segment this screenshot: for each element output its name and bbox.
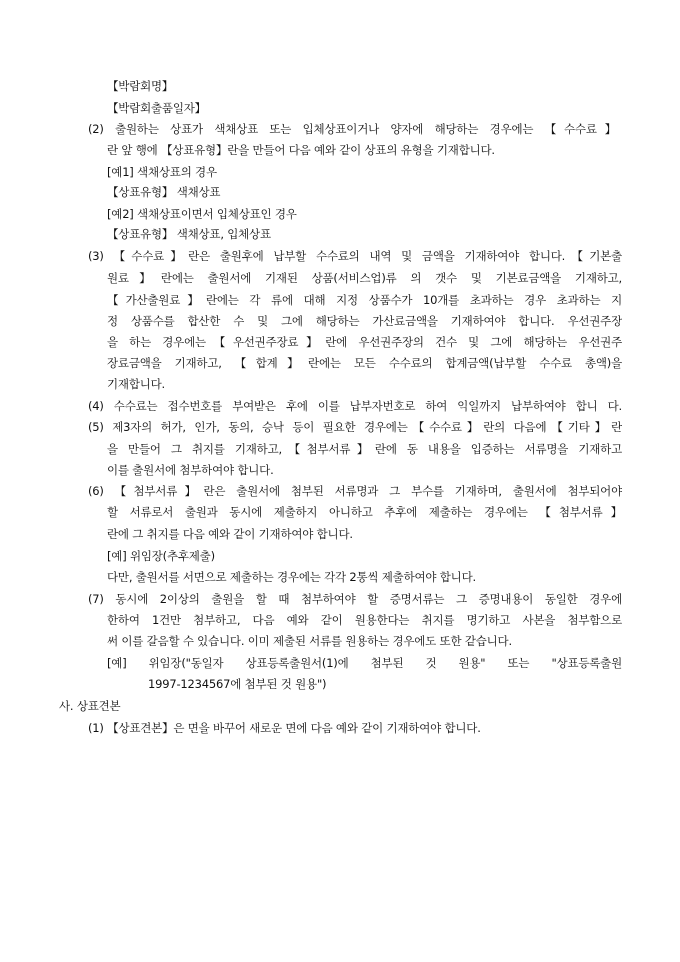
text-line: 정 상품수를 합산한 수 및 그에 해당하는 가산료금액을 기재하여야 합니다. 우선권주장 bbox=[107, 314, 622, 328]
text-line: 란에 그 취지를 다음 예와 같이 기재하여야 합니다. bbox=[107, 527, 353, 541]
text-line: [예1] 색채상표의 경우 bbox=[107, 165, 217, 179]
text-line: 한하여 1건만 첨부하고, 다음 예와 같이 원용한다는 취지를 명기하고 사본을 첨부함으로 bbox=[107, 613, 622, 627]
text-line: 【상표유형】 색채상표 bbox=[107, 185, 221, 199]
text-line: 원료】란에는 출원서에 기재된 상품(서비스업)류 의 갯수 및 기본료금액을 기재하고, bbox=[107, 271, 622, 285]
text-line: (5) 제3자의 허가, 인가, 동의, 승낙 등이 필요한 경우에는【수수료】란의 다음에【기타】란 bbox=[88, 420, 622, 434]
text-line: 할 서류로서 출원과 동시에 제출하지 아니하고 추후에 제출하는 경우에는 【첨부서류】 bbox=[107, 505, 622, 519]
text-line: 【박람회출품일자】 bbox=[107, 101, 206, 115]
text-line: (7) 동시에 2이상의 출원을 할 때 첨부하여야 할 증명서류는 그 증명내용이 동일한 경우에 bbox=[88, 592, 622, 606]
text-line: 【박람회명】 bbox=[107, 79, 174, 93]
text-line: 1997-1234567에 첨부된 것 원용") bbox=[148, 677, 327, 691]
text-line: 을 만들어 그 취지를 기재하고,【첨부서류】란에 동 내용을 입증하는 서류명을 기재하고 bbox=[107, 442, 622, 456]
text-line: (4) 수수료는 접수번호를 부여받은 후에 이를 납부자번호로 하여 익일까지 납부하여야 합니 다. bbox=[88, 399, 622, 413]
section-heading: 사. 상표견본 bbox=[59, 699, 121, 713]
text-line: (3) 【수수료】란은 출원후에 납부할 수수료의 내역 및 금액을 기재하여야 합니다.【기본출 bbox=[88, 249, 622, 263]
text-line: (2) 출원하는 상표가 색채상표 또는 입체상표이거나 양자에 해당하는 경우에는 【수수료】 bbox=[88, 122, 616, 136]
text-line: [예] 위임장("동일자 상표등록출원서(1)에 첨부된 것 원용" 또는 "상표등록출원 bbox=[107, 656, 622, 670]
text-line: 장료금액을 기재하고, 【합계】란에는 모든 수수료의 합계금액(납부할 수수료 총액)을 bbox=[107, 356, 622, 370]
text-line: 【상표유형】 색채상표, 입체상표 bbox=[107, 227, 271, 241]
text-line: 기재합니다. bbox=[107, 377, 165, 391]
text-line: (1) 【상표견본】은 면을 바꾸어 새로운 면에 다음 예와 같이 기재하여야 합니다. bbox=[88, 721, 481, 735]
text-line: 다만, 출원서를 서면으로 제출하는 경우에는 각각 2통씩 제출하여야 합니다. bbox=[107, 570, 476, 584]
text-line: (6) 【첨부서류】란은 출원서에 첨부된 서류명과 그 부수를 기재하며, 출원서에 첨부되어야 bbox=[88, 484, 622, 498]
text-line: 【가산출원료】란에는 각 류에 대해 지정 상품수가 10개를 초과하는 경우 초과하는 지 bbox=[107, 293, 622, 307]
text-line: [예2] 색채상표이면서 입체상표인 경우 bbox=[107, 207, 297, 221]
text-line: 이를 출원서에 첨부하여야 합니다. bbox=[107, 463, 274, 477]
text-line: 란 앞 행에 【상표유형】란을 만들어 다음 예와 같이 상표의 유형을 기재합니다. bbox=[107, 143, 495, 157]
text-line: 써 이를 갈음할 수 있습니다. 이미 제출된 서류를 원용하는 경우에도 또한 같습니다. bbox=[107, 634, 512, 648]
text-line: 을 하는 경우에는【우선권주장료】란에 우선권주장의 건수 및 그에 해당하는 우선권주 bbox=[107, 335, 622, 349]
text-line: [예] 위임장(추후제출) bbox=[107, 549, 215, 563]
